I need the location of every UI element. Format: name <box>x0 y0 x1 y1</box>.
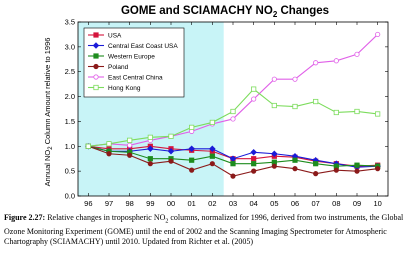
y-tick-label: 1.0 <box>64 141 75 151</box>
data-point-poland <box>127 153 131 157</box>
legend-marker-western-europe <box>94 54 98 58</box>
data-point-east-central-china <box>334 59 338 63</box>
legend-marker-poland <box>94 64 98 68</box>
data-point-poland <box>169 159 173 163</box>
data-point-hong-kong <box>375 112 379 116</box>
legend-marker-hong-kong <box>94 85 98 89</box>
x-tick-label: 01 <box>187 199 196 208</box>
y-tick-label: 2.0 <box>64 92 75 102</box>
plot-area <box>65 18 388 209</box>
data-point-hong-kong <box>169 134 173 138</box>
data-point-western-europe <box>189 158 193 162</box>
legend-label-hong-kong: Hong Kong <box>108 84 141 92</box>
data-point-poland <box>251 169 255 173</box>
data-point-hong-kong <box>293 104 297 108</box>
caption-text-1: Relative changes in tropospheric NO <box>45 213 166 222</box>
caption-sub: 2 <box>165 218 169 225</box>
data-point-western-europe <box>231 161 235 165</box>
x-tick-label: 07 <box>311 199 320 208</box>
data-point-hong-kong <box>148 135 152 139</box>
data-point-east-central-china <box>375 32 379 36</box>
data-point-western-europe <box>293 158 297 162</box>
data-point-hong-kong <box>86 144 90 148</box>
y-tick-label: 3.0 <box>64 42 75 52</box>
y-tick-label: 0.0 <box>64 191 75 201</box>
chart-title: GOME and SCIAMACHY $NO_2$ Changes <box>120 5 330 19</box>
x-tick-label: 98 <box>125 199 134 208</box>
data-point-poland <box>375 166 379 170</box>
data-point-hong-kong <box>313 99 317 103</box>
x-tick-label: 06 <box>290 199 300 208</box>
data-point-poland <box>210 161 214 165</box>
legend-marker-east-central-china <box>94 75 98 79</box>
data-point-usa <box>251 157 255 161</box>
legend-label-east-central-china: East Central China <box>108 74 163 82</box>
x-tick-label: 05 <box>270 199 279 208</box>
data-point-poland <box>313 171 317 175</box>
data-point-hong-kong <box>127 138 131 142</box>
caption-label: Figure 2.27: <box>4 213 46 222</box>
x-tick-label: 10 <box>373 199 382 208</box>
data-point-hong-kong <box>272 103 276 107</box>
y-tick-label: 2.5 <box>64 67 75 77</box>
x-tick-label: 96 <box>84 199 93 208</box>
y-tick-label: 1.5 <box>64 116 75 126</box>
data-point-east-central-china <box>313 61 317 65</box>
x-tick-label: 99 <box>146 199 155 208</box>
data-point-poland <box>293 166 297 170</box>
data-point-east-central-china <box>127 143 131 147</box>
legend-label-poland: Poland <box>108 63 129 71</box>
data-point-east-central-china <box>272 77 276 81</box>
data-point-poland <box>355 169 359 173</box>
x-tick-label: 97 <box>104 199 114 208</box>
data-point-poland <box>272 164 276 168</box>
data-point-east-central-china <box>231 117 235 121</box>
x-tick-label: 08 <box>332 199 341 208</box>
data-point-poland <box>148 161 152 165</box>
legend-label-western-europe: Western Europe <box>108 53 155 61</box>
x-tick-label: 02 <box>208 199 217 208</box>
data-point-east-central-china <box>355 52 359 56</box>
legend-marker-usa <box>94 33 98 37</box>
data-point-hong-kong <box>355 109 359 113</box>
data-point-western-europe <box>251 161 255 165</box>
data-point-hong-kong <box>107 142 111 146</box>
x-tick-label: 03 <box>228 199 238 208</box>
data-point-hong-kong <box>231 109 235 113</box>
data-point-hong-kong <box>251 87 255 91</box>
y-axis-label: Annual $NO_2$ Column Amount relative to 1996 <box>43 37 54 187</box>
legend-label-central-east-coast-usa: Central East Coast USA <box>108 42 178 50</box>
data-point-hong-kong <box>189 125 193 129</box>
data-point-poland <box>189 168 193 172</box>
data-point-east-central-china <box>251 97 255 101</box>
data-point-poland <box>107 152 111 156</box>
x-tick-label: 00 <box>166 199 176 208</box>
y-tick-label: 3.5 <box>64 17 75 27</box>
caption-text-2: columns, normalized for 1996, derived from two instruments, the Global Ozone Monitoring Experiment (GOME) until the end of 2002 and the Scanning Imaging Spectrometer for Atmospheric Chartography (SCIAMACHY) until 2010. Updated from Richter et al. (2005) <box>4 213 404 246</box>
data-point-western-europe <box>210 154 214 158</box>
data-point-western-europe <box>355 163 359 167</box>
x-tick-label: 04 <box>249 199 258 208</box>
data-point-western-europe <box>148 157 152 161</box>
legend-label-usa: USA <box>108 32 122 40</box>
y-tick-label: 0.5 <box>64 166 75 176</box>
data-point-central-east-coast-usa <box>251 149 257 155</box>
data-point-poland <box>231 174 235 178</box>
figure-caption <box>4 213 412 247</box>
data-point-poland <box>334 168 338 172</box>
data-point-western-europe <box>313 161 317 165</box>
data-point-hong-kong <box>334 110 338 114</box>
data-point-hong-kong <box>210 120 214 124</box>
data-point-east-central-china <box>293 77 297 81</box>
x-tick-label: 09 <box>352 199 362 208</box>
